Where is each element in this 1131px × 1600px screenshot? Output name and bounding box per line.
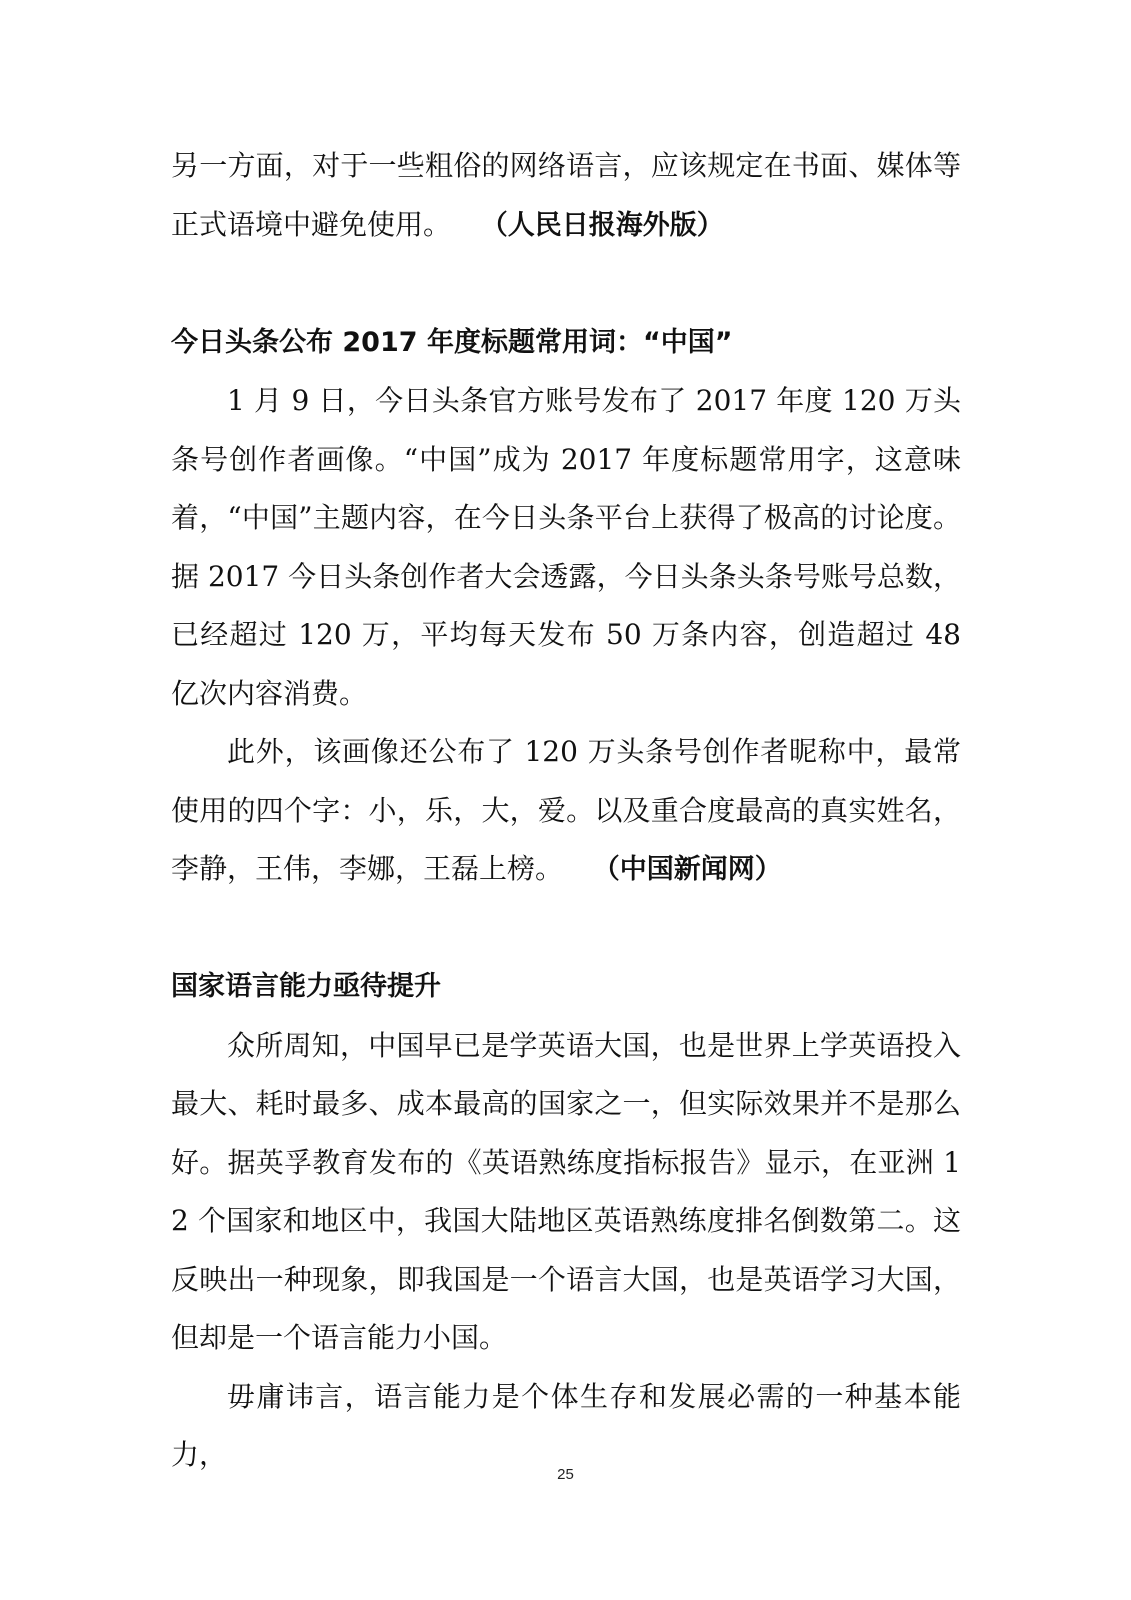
article1-paragraph-2-text: 此外，该画像还公布了 120 万头条号创作者昵称中，最常使用的四个字：小，乐，大，爱。以及重合度最高的真实姓名，李静，王伟，李娜，王磊上榜。 xyxy=(171,735,961,885)
article1-title: 今日头条公布 2017 年度标题常用词：“中国” xyxy=(171,326,733,358)
article2-title: 国家语言能力亟待提升 xyxy=(171,971,441,1002)
intro-source: （人民日报海外版） xyxy=(494,209,724,241)
article1-paragraph-1: 1 月 9 日，今日头条官方账号发布了 2017 年度 120 万头条号创作者画像。“中国”成为 2017 年度标题常用字，这意味着，“中国”主题内容，在今日头条平台上获得了极高的讨论度。据 2017 今日头条创作者大会透露，今日头条头条号账号总数，已经超过 120 万，平均每天发布 50 万条内容，创造超过 48 亿次内容消费。 xyxy=(171,384,961,710)
section-gap xyxy=(171,900,961,959)
article1-source: （中国新闻网） xyxy=(606,854,782,885)
page-content xyxy=(171,137,961,1485)
intro-paragraph xyxy=(171,137,961,255)
article2-paragraph-2: 毋庸讳言，语言能力是个体生存和发展必需的一种基本能力， xyxy=(171,1379,961,1471)
article1-paragraph-2 xyxy=(171,723,961,900)
intro-text: 另一方面，对于一些粗俗的网络语言，应该规定在书面、媒体等正式语境中避免使用。 xyxy=(171,149,961,241)
page-number: 25 xyxy=(557,1466,574,1483)
section-gap xyxy=(171,255,961,314)
article2-paragraph-1: 众所周知，中国早已是学英语大国，也是世界上学英语投入最大、耗时最多、成本最高的国家之一，但实际效果并不是那么好。据英孚教育发布的《英语熟练度指标报告》显示，在亚洲 12 个国家和地区中，我国大陆地区英语熟练度排名倒数第二。这反映出一种现象，即我国是一个语言大国，也是英语学习大国，但却是一个语言能力小国。 xyxy=(171,1028,961,1354)
